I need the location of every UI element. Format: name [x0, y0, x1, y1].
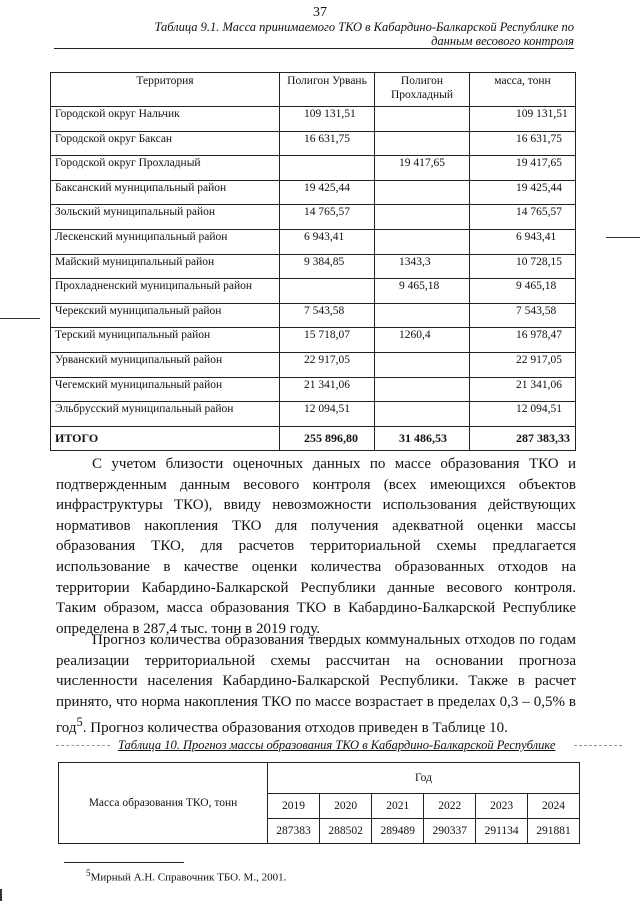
table-row — [51, 254, 576, 279]
territory-cell: Баксанский муниципальный район — [51, 180, 280, 205]
territory-cell: Зольский муниципальный район — [51, 205, 280, 230]
territory-cell: Эльбрусский муниципальный район — [51, 402, 280, 427]
urvan-cell: 109 131,51 — [280, 107, 375, 132]
urvan-cell: 22 917,05 — [280, 352, 375, 377]
value-cell: 287383 — [268, 819, 320, 844]
paragraph-2-text: Прогноз количества образования твердых коммунальных отходов по годам реализации территориальной схемы рассчитан на основании прогноза численности населения Кабардино-Балкарской Республики. Также в расчет принято, что норма накопления ТКО по массе возрастает в пределах 0,3 – 0,5% в год — [56, 632, 576, 737]
scan-mark — [606, 237, 640, 238]
prokhladny-cell — [375, 352, 470, 377]
mass-cell: 9 465,18 — [470, 279, 576, 304]
table-row — [51, 156, 576, 181]
table-1-caption-line2: данным весового контроля — [54, 34, 574, 49]
urvan-cell: 9 384,85 — [280, 254, 375, 279]
urvan-cell — [280, 279, 375, 304]
table-row — [51, 402, 576, 427]
value-cell: 291134 — [476, 819, 528, 844]
territory-cell: Терский муниципальный район — [51, 328, 280, 353]
header-territory: Территория — [51, 73, 280, 107]
table-row — [51, 328, 576, 353]
table-row — [51, 303, 576, 328]
table-1-tko-mass — [50, 72, 576, 451]
year-cell: 2023 — [476, 794, 528, 819]
paragraph-2 — [56, 630, 576, 739]
table-row — [51, 352, 576, 377]
urvan-cell: 16 631,75 — [280, 131, 375, 156]
territory-cell: Лескенский муниципальный район — [51, 229, 280, 254]
mass-cell: 7 543,58 — [470, 303, 576, 328]
table-1-body — [51, 107, 576, 451]
territory-cell: Городской округ Прохладный — [51, 156, 280, 181]
row-label: Масса образования ТКО, тонн — [59, 763, 268, 844]
prokhladny-cell — [375, 402, 470, 427]
urvan-cell: 12 094,51 — [280, 402, 375, 427]
paragraph-2-end: . Прогноз количества образования отходов приведен в Таблице 10. — [82, 720, 508, 737]
mass-cell: 19 417,65 — [470, 156, 576, 181]
group-header-year: Год — [268, 763, 580, 794]
mass-cell: 109 131,51 — [470, 107, 576, 132]
caption-dash-left — [56, 745, 110, 746]
prokhladny-cell: 1343,3 — [375, 254, 470, 279]
total-prokhladny-cell: 31 486,53 — [375, 426, 470, 450]
table-row — [51, 279, 576, 304]
total-row — [51, 426, 576, 450]
prokhladny-cell — [375, 229, 470, 254]
value-cell: 291881 — [527, 819, 579, 844]
prokhladny-cell — [375, 205, 470, 230]
total-urvan-cell: 255 896,80 — [280, 426, 375, 450]
urvan-cell: 15 718,07 — [280, 328, 375, 353]
prokhladny-cell: 1260,4 — [375, 328, 470, 353]
value-cell: 289489 — [372, 819, 424, 844]
territory-cell: Урванский муниципальный район — [51, 352, 280, 377]
territory-cell: Городской округ Нальчик — [51, 107, 280, 132]
mass-cell: 16 631,75 — [470, 131, 576, 156]
prokhladny-cell: 19 417,65 — [375, 156, 470, 181]
year-cell: 2020 — [320, 794, 372, 819]
mass-cell: 22 917,05 — [470, 352, 576, 377]
urvan-cell: 7 543,58 — [280, 303, 375, 328]
total-mass-cell: 287 383,33 — [470, 426, 576, 450]
caption-dash-right — [574, 745, 622, 746]
urvan-cell: 19 425,44 — [280, 180, 375, 205]
paragraph-1-text: С учетом близости оценочных данных по массе образования ТКО и подтвержденным данным весового контроля (всех имеющихся объектов инфраструктуры ТКО), ввиду невозможности использования действующих нормативов накопления ТКО для получения адекватной оценки массы образования ТКО, для расчетов территориальной схемы предлагается использование в качестве оценки количества образованных отходов на территории Кабардино-Балкарской Республики данные весового контроля. Таким образом, масса образования ТКО в Кабардино-Балкарской Республике определена в 287,4 тыс. тонн в 2019 году. — [56, 456, 576, 637]
header-mass: масса, тонн — [470, 73, 576, 107]
value-cell: 288502 — [320, 819, 372, 844]
value-cell: 290337 — [424, 819, 476, 844]
urvan-cell: 21 341,06 — [280, 377, 375, 402]
mass-cell: 10 728,15 — [470, 254, 576, 279]
mass-cell: 14 765,57 — [470, 205, 576, 230]
header-urvan: Полигон Урвань — [280, 73, 375, 107]
territory-cell: Чегемский муниципальный район — [51, 377, 280, 402]
table-row — [51, 377, 576, 402]
table-2-forecast — [58, 762, 580, 844]
prokhladny-cell — [375, 107, 470, 132]
footnote — [86, 868, 286, 884]
mass-cell: 21 341,06 — [470, 377, 576, 402]
table-1-caption — [54, 20, 574, 49]
footnote-ref: 5 — [76, 715, 83, 730]
prokhladny-cell — [375, 303, 470, 328]
footnote-number: 5 — [86, 868, 91, 878]
year-cell: 2024 — [527, 794, 579, 819]
table-header-row — [51, 73, 576, 107]
year-cell: 2021 — [372, 794, 424, 819]
urvan-cell: 6 943,41 — [280, 229, 375, 254]
table-row — [51, 229, 576, 254]
mass-cell: 12 094,51 — [470, 402, 576, 427]
territory-cell: Майский муниципальный район — [51, 254, 280, 279]
table-row — [51, 131, 576, 156]
territory-cell: Прохладненский муниципальный район — [51, 279, 280, 304]
footnote-text: Мирный А.Н. Справочник ТБО. М., 2001. — [90, 871, 287, 884]
paragraph-1 — [56, 454, 576, 639]
page-number: 37 — [313, 5, 327, 20]
prokhladny-cell — [375, 377, 470, 402]
header-prokhladny: Полигон Прохладный — [375, 73, 470, 107]
footnote-divider — [64, 862, 184, 863]
year-cell: 2022 — [424, 794, 476, 819]
mass-cell: 16 978,47 — [470, 328, 576, 353]
table-2-header-row — [59, 763, 580, 794]
scan-mark — [0, 318, 40, 319]
prokhladny-cell: 9 465,18 — [375, 279, 470, 304]
table-row — [51, 107, 576, 132]
urvan-cell — [280, 156, 375, 181]
territory-cell: Черекский муниципальный район — [51, 303, 280, 328]
table-1-caption-line1: Таблица 9.1. Масса принимаемого ТКО в Кабардино-Балкарской Республике по — [154, 20, 574, 34]
mass-cell: 6 943,41 — [470, 229, 576, 254]
territory-cell: Городской округ Баксан — [51, 131, 280, 156]
prokhladny-cell — [375, 131, 470, 156]
scan-mark — [0, 889, 2, 901]
year-cell: 2019 — [268, 794, 320, 819]
urvan-cell: 14 765,57 — [280, 205, 375, 230]
table-row — [51, 180, 576, 205]
mass-cell: 19 425,44 — [470, 180, 576, 205]
table-row — [51, 205, 576, 230]
total-territory-cell: ИТОГО — [51, 426, 280, 450]
table-2-caption: Таблица 10. Прогноз массы образования ТКО в Кабардино-Балкарской Республике — [118, 738, 556, 752]
prokhladny-cell — [375, 180, 470, 205]
